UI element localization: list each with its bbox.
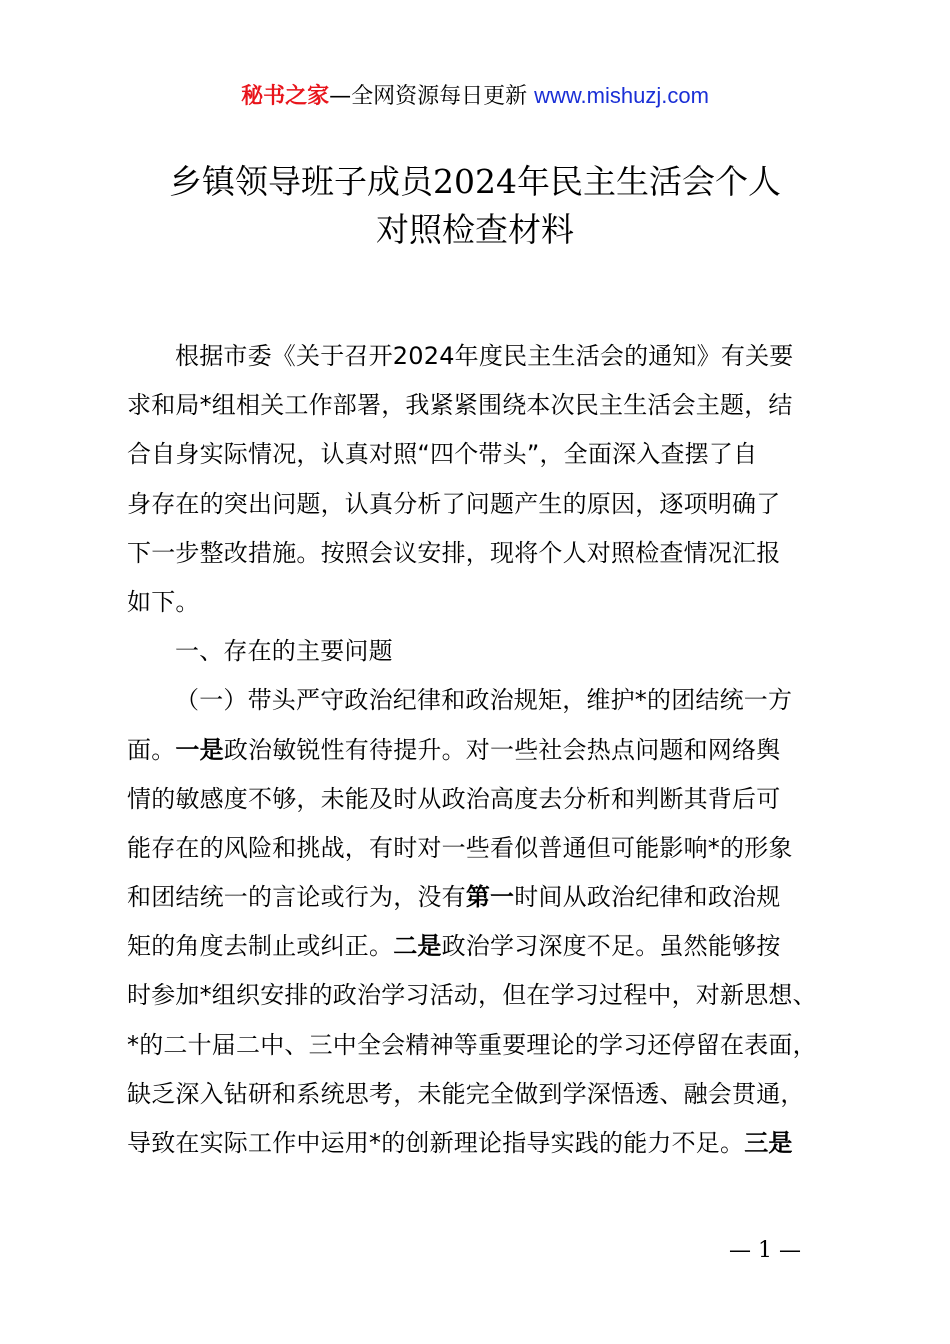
site-header	[0, 80, 950, 113]
text-run: 和团结统一的言论或行为，没有	[127, 883, 466, 912]
text-run: 面。	[127, 735, 176, 764]
paragraph-line	[127, 873, 837, 922]
section-heading: 一、存在的主要问题	[175, 637, 393, 666]
site-url-link[interactable]: www.mishuzj.com	[534, 83, 709, 108]
text-run: 时间从政治纪律和政治规	[514, 883, 781, 912]
paragraph-line: 情的敏感度不够，未能及时从政治高度去分析和判断其背后可	[127, 784, 781, 813]
paragraph-line: 根据市委《关于召开2024年度民主生活会的通知》有关要	[175, 342, 794, 370]
text-run: 矩的角度去制止或纠正。	[127, 932, 394, 961]
subsection-heading: （一）带头严守政治纪律和政治规矩，维护*的团结统一方	[175, 686, 793, 715]
paragraph-line	[127, 726, 837, 775]
bold-marker: 二是	[393, 932, 442, 961]
text-run: 导致在实际工作中运用*的创新理论指导实践的能力不足。	[127, 1129, 745, 1157]
paragraph-line: 能存在的风险和挑战，有时对一些看似普通但可能影响*的形象	[127, 833, 793, 862]
paragraph-line	[127, 922, 837, 971]
text-run: 政治学习深度不足。虽然能够按	[441, 932, 781, 961]
bold-marker: 一是	[175, 735, 224, 764]
paragraph-line: 合自身实际情况，认真对照“四个带头”，全面深入查摆了自	[127, 440, 758, 469]
title-line-1: 乡镇领导班子成员2024年民主生活会个人	[169, 162, 781, 201]
site-brand: 秘书之家	[241, 84, 330, 109]
paragraph-line: 时参加*组织安排的政治学习活动，但在学习过程中，对新思想、	[127, 981, 817, 1010]
text-run: 政治敏锐性有待提升。对一些社会热点问题和网络舆	[223, 735, 781, 764]
title-line-2: 对照检查材料	[376, 210, 574, 249]
paragraph-line	[127, 1119, 837, 1168]
document-body	[127, 332, 837, 1168]
paragraph-line: 身存在的突出问题，认真分析了问题产生的原因，逐项明确了	[127, 489, 781, 518]
bold-marker: 第一	[465, 883, 515, 912]
paragraph-line: 缺乏深入钻研和系统思考，未能完全做到学深悟透、融会贯通，	[127, 1079, 805, 1108]
paragraph-line: 如下。	[127, 587, 200, 616]
paragraph-line: *的二十届二中、三中全会精神等重要理论的学习还停留在表面，	[127, 1030, 817, 1059]
paragraph-line: 求和局*组相关工作部署，我紧紧围绕本次民主生活会主题，结	[127, 391, 793, 420]
paragraph-line: 下一步整改措施。按照会议安排，现将个人对照检查情况汇报	[127, 538, 781, 567]
site-tagline: —全网资源每日更新	[329, 84, 535, 109]
bold-marker: 三是	[744, 1129, 793, 1157]
document-title	[60, 158, 890, 254]
page-number: — 1 —	[729, 1238, 801, 1263]
